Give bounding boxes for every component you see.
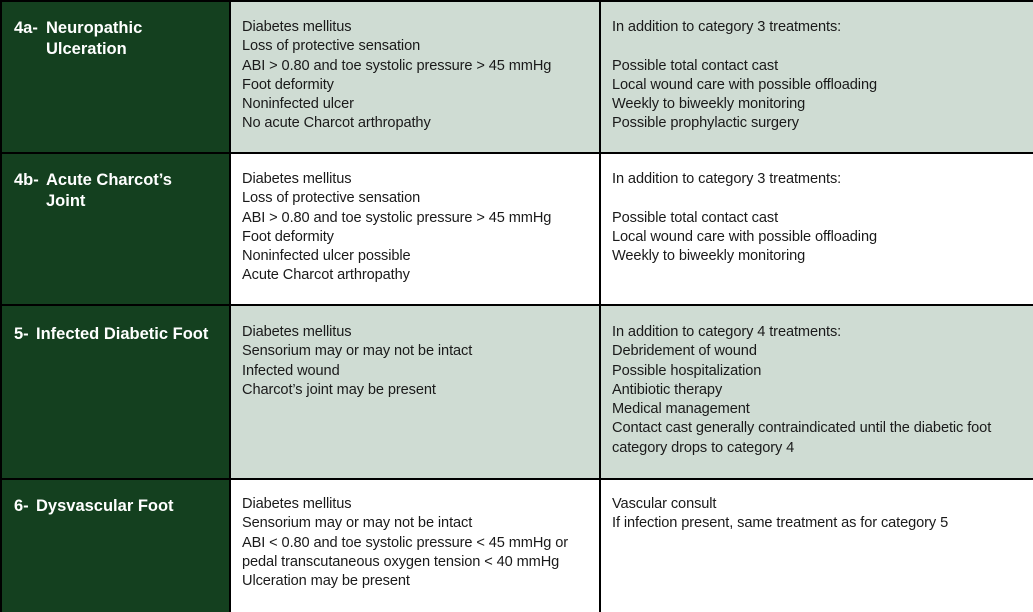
category-name-line1: Dysvascular Foot: [36, 497, 174, 515]
treatment-item: Debridement of wound: [612, 343, 757, 360]
category-number: 4a-: [14, 19, 38, 37]
criteria-item: Foot deformity: [242, 76, 334, 93]
treatment-item: Antibiotic therapy: [612, 381, 723, 398]
criteria-cell: [231, 306, 599, 478]
criteria-item: ABI < 0.80 and toe systolic pressure < 45 mmHg or: [242, 534, 569, 551]
treatment-item: Medical management: [612, 401, 750, 418]
treatment-item: If infection present, same treatment as for category 5: [612, 515, 949, 532]
category-name-line1: Neuropathic: [46, 19, 143, 37]
treatment-cell: [601, 306, 1033, 478]
category-number: 4b-: [14, 171, 39, 189]
criteria-item: Sensorium may or may not be intact: [242, 343, 473, 360]
criteria-item: Noninfected ulcer: [242, 96, 354, 113]
treatment-item: Weekly to biweekly monitoring: [612, 248, 806, 265]
criteria-item: Charcot’s joint may be present: [242, 381, 436, 398]
criteria-item: Ulceration may be present: [242, 573, 410, 590]
criteria-item: Noninfected ulcer possible: [242, 248, 411, 265]
criteria-item: ABI > 0.80 and toe systolic pressure > 45 mmHg: [242, 57, 552, 74]
criteria-item: Diabetes mellitus: [242, 19, 352, 35]
category-number: 6-: [14, 497, 29, 515]
treatment-item: category drops to category 4: [612, 439, 795, 456]
criteria-item: ABI > 0.80 and toe systolic pressure > 45 mmHg: [242, 209, 552, 226]
treatment-item: Local wound care with possible offloading: [612, 76, 877, 93]
blank-line: [612, 37, 1033, 56]
category-cell: [2, 2, 229, 152]
treatment-item: Weekly to biweekly monitoring: [612, 96, 806, 113]
treatment-cell: [601, 2, 1033, 152]
category-name-line1: Infected Diabetic Foot: [36, 325, 209, 343]
treatment-item: Possible prophylactic surgery: [612, 115, 799, 132]
treatment-intro: In addition to category 4 treatments:: [612, 324, 842, 340]
treatment-item: Vascular consult: [612, 496, 717, 512]
criteria-cell: [231, 480, 599, 612]
treatment-item: Possible total contact cast: [612, 209, 779, 226]
category-cell: [2, 480, 229, 612]
treatment-item: Contact cast generally contraindicated until the diabetic foot: [612, 420, 992, 437]
criteria-item: Sensorium may or may not be intact: [242, 515, 473, 532]
category-cell: [2, 306, 229, 478]
category-name-line1: Acute Charcot’s: [46, 171, 172, 189]
treatment-item: Possible total contact cast: [612, 57, 779, 74]
treatment-cell: [601, 480, 1033, 612]
criteria-item: Foot deformity: [242, 228, 334, 245]
criteria-item: Diabetes mellitus: [242, 496, 352, 512]
table-row-4a: [0, 2, 1033, 152]
criteria-item: pedal transcutaneous oxygen tension < 40 mmHg: [242, 553, 560, 570]
criteria-cell: [231, 2, 599, 152]
table-row-5: [0, 306, 1033, 478]
category-name-line2: Ulceration: [46, 40, 127, 58]
criteria-item: Loss of protective sensation: [242, 38, 421, 55]
criteria-item: Acute Charcot arthropathy: [242, 267, 410, 284]
table-row-6: [0, 480, 1033, 612]
criteria-cell: [231, 154, 599, 304]
blank-line: [612, 189, 1033, 208]
criteria-item: Diabetes mellitus: [242, 171, 352, 187]
treatment-intro: In addition to category 3 treatments:: [612, 171, 842, 187]
criteria-item: Diabetes mellitus: [242, 324, 352, 340]
criteria-item: Infected wound: [242, 362, 340, 379]
table-row-4b: [0, 154, 1033, 304]
category-cell: [2, 154, 229, 304]
category-name-line2: Joint: [46, 192, 86, 210]
criteria-item: No acute Charcot arthropathy: [242, 115, 431, 132]
treatment-item: Possible hospitalization: [612, 362, 762, 379]
treatment-intro: In addition to category 3 treatments:: [612, 19, 842, 35]
criteria-item: Loss of protective sensation: [242, 190, 421, 207]
category-number: 5-: [14, 325, 29, 343]
treatment-cell: [601, 154, 1033, 304]
treatment-item: Local wound care with possible offloading: [612, 228, 877, 245]
